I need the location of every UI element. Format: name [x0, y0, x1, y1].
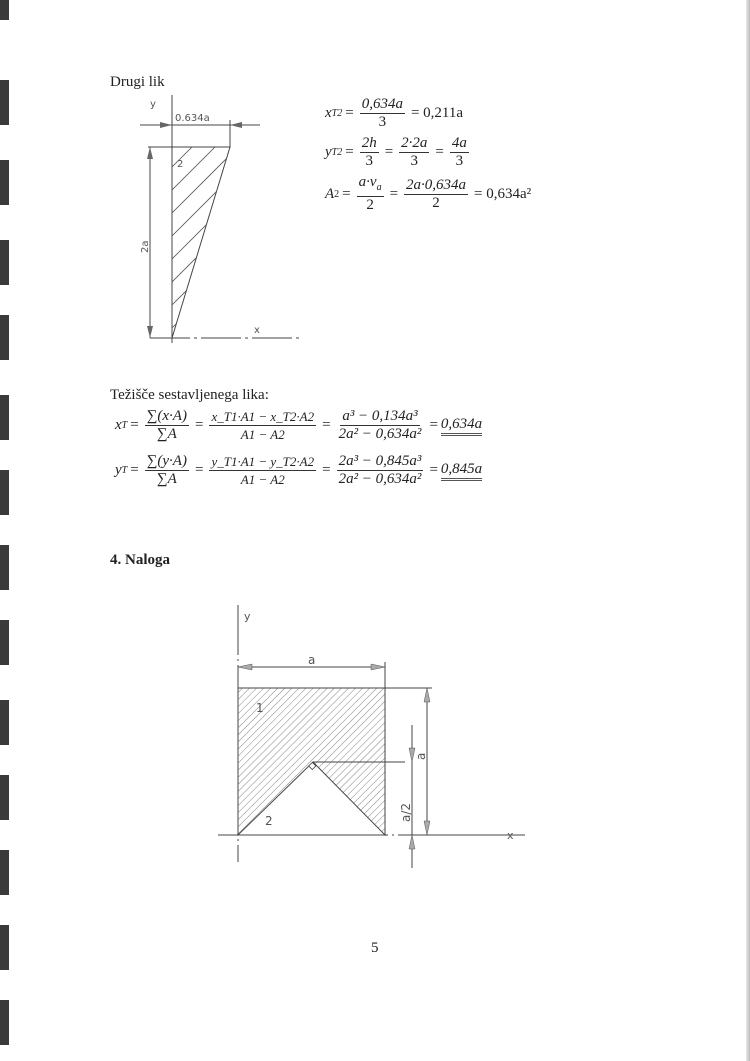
scan-edge-mark [0, 470, 9, 515]
width-dim-label: 0.634a [175, 113, 210, 124]
height-dim-label: a [414, 752, 428, 760]
formula-A2: A 2 = $\frac{a\cdot v_a}{2}$ = $\frac{2a\cdot 0,634a}{2}$ = 0,634a² [325, 174, 532, 213]
scan-edge-mark [0, 925, 9, 970]
scan-edge-mark [0, 395, 9, 440]
section-title-naloga: 4. Naloga [110, 552, 170, 568]
formula-xT: x T = $\frac{\sum(x\cdot A)}{\sum A}$ = $\frac{x\_T1\cdot A1 - x\_T2\cdot A2}{A1 - A2}$ = $\frac{\text{a³ − 0,134a³}}{\text{2a² − 0,634a²}}$ = 0,634a [115, 408, 483, 442]
scan-edge-mark [0, 775, 9, 820]
triangle-shape [172, 147, 230, 338]
formula-yT: y T = $\frac{\sum(y\cdot A)}{\sum A}$ = $\frac{y\_T1\cdot A1 - y\_T2\cdot A2}{A1 - A2}$ = $\frac{\text{2a³ − 0,845a³}}{\text{2a² − 0,634a²}}$ = 0,845a [115, 453, 483, 487]
x-axis-label: x [507, 829, 514, 842]
scan-edge-mark [0, 1000, 9, 1045]
scan-edge-mark [0, 80, 9, 125]
scan-edge-mark [0, 850, 9, 895]
scan-edge-mark [0, 0, 9, 20]
height-dim-label: 2a [140, 240, 151, 253]
square-notch-diagram [210, 600, 540, 870]
shape-label: 2 [177, 159, 184, 170]
section-title-drugi-lik: Drugi lik [110, 74, 165, 90]
width-dim-label: a [308, 653, 316, 667]
scan-edge-mark [0, 700, 9, 745]
formula-xT2: x T2 = $\frac{0,634a}{3}$ = 0,211a [325, 96, 464, 130]
scan-edge-mark [0, 620, 9, 665]
half-dim-label: a/2 [399, 802, 413, 822]
scan-edge-mark [0, 315, 9, 360]
x-axis-label: x [254, 325, 260, 336]
scan-right-edge [746, 0, 750, 1061]
scan-edge-mark [0, 545, 9, 590]
label-2: 2 [265, 814, 273, 828]
y-axis-label: y [244, 610, 251, 623]
page-number: 5 [371, 940, 379, 956]
scan-edge-mark [0, 240, 9, 285]
y-axis-label: y [150, 99, 156, 110]
section-title-tezisce: Težišče sestavljenega lika: [110, 387, 269, 403]
triangle-diagram [130, 95, 310, 350]
scan-edge-mark [0, 160, 9, 205]
formula-yT2: y T2 = $\frac{2h}{3}$ = $\frac{2\cdot 2a}{3}$ = $\frac{4a}{3}$ [325, 135, 467, 169]
label-1: 1 [256, 701, 264, 715]
